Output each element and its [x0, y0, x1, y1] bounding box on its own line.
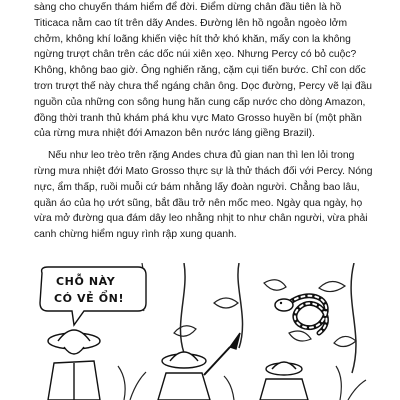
body-text	[34, 0, 374, 243]
bubble-line-2: CÓ VẺ ỔN!	[54, 292, 125, 305]
snake	[289, 296, 326, 333]
explorer-left	[48, 330, 100, 400]
bubble-line-1: CHỖ NÀY	[56, 275, 116, 288]
explorer-right	[260, 362, 308, 400]
paragraph-1: sàng cho chuyến thám hiểm để đời. Điểm dừng chân đầu tiên là hồ Titicaca nằm cao tít trên dãy Andes. Đường lên hồ ngoằn ngoèo lởm chởm, không khí loãng khiến việc hít thở khó khăn, mấy con la không ngừng trượt chân trên các dốc núi xiên xẹo. Nhưng Percy có bỏ cuộc? Không, không bao giờ. Ông nghiến răng, cặm cụi tiến bước. Chỉ con dốc trơn trượt thế này chưa thể ngáng chân ông. Dọc đường, Percy vẽ lại đầu nguồn của những con sông hung hãn cung cấp nước cho dòng Amazon, đồng thời tranh thủ khám phá khu vực Mato Grosso huyền bí (một phần của rừng mưa nhiệt đới Amazon bên nước láng giềng Brazil).	[34, 2, 373, 140]
explorer-middle	[158, 333, 240, 400]
speech-bubble	[40, 267, 146, 325]
jungle-cartoon	[34, 263, 374, 400]
jungle-illustration	[34, 263, 374, 400]
paragraph-2: Nếu như leo trèo trên rặng Andes chưa đủ gian nan thì len lỏi trong rừng mưa nhiệt đới Mato Grosso thực sự là thử thách đối với Percy. Nóng nực, ẩm thấp, ruồi muỗi cứ bám nhằng lấy đoàn người. Chẳng bao lâu, quần áo của họ ướt sũng, bắt đầu trở nên mốc meo. Ngày qua ngày, họ vừa mở đường qua đám dây leo nhằng nhịt to như chân người, vừa phải canh chừng hiểm nguy rình rập xung quanh.	[34, 150, 373, 241]
